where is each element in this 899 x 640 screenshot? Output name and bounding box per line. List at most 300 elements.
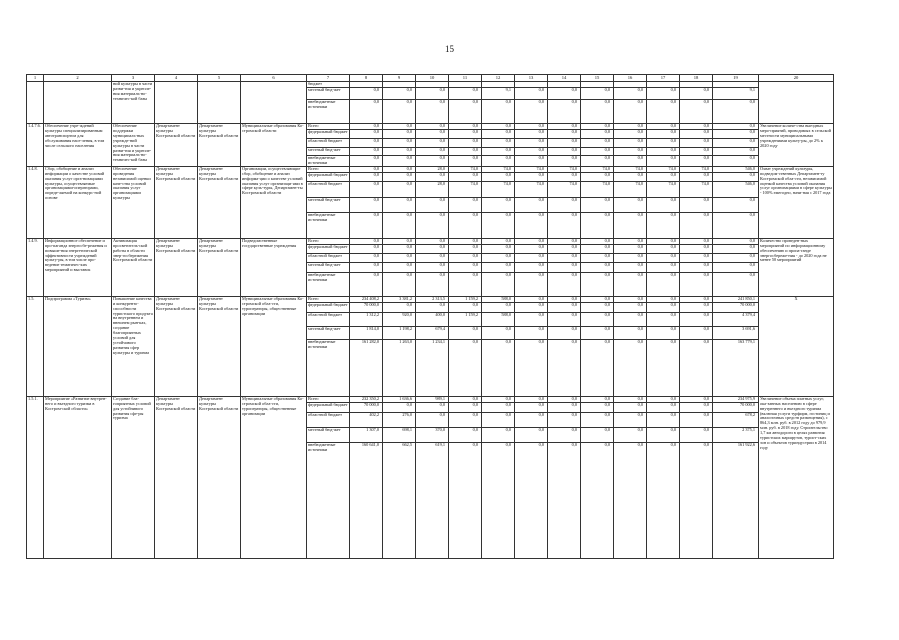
amount-cell: 0,0 [383,148,416,156]
funding-source-cell: областной бюджет [307,139,350,148]
amount-cell: 0,0 [680,139,713,148]
amount-cell: 0,0 [647,100,680,124]
amount-cell: 0,0 [482,396,515,402]
administrator-cell: Департамент культуры Костромской области [198,124,241,167]
amount-cell: 0,0 [581,212,614,238]
amount-cell: 0,0 [680,172,713,181]
amount-cell: 0,0 [350,130,383,139]
amount-cell: 2 375,1 [713,427,759,442]
measure-name-cell: Сбор, обобщение и анализ информации о качестве условий оказания услуг орга-низациями культуры, осуществляемые организациями-операторами, опреде-ляемой на конкурс-ной основе [44,166,112,238]
amount-cell: 0,0 [680,130,713,139]
amount-cell: 0,0 [515,302,548,312]
amount-cell: 0,0 [548,412,581,427]
amount-cell: 0,0 [383,100,416,124]
amount-cell: 0,0 [614,312,647,326]
amount-cell: 0,0 [647,156,680,167]
amount-cell: 0,0 [680,312,713,326]
amount-cell: 74,0 [647,166,680,172]
amount-cell: 0,0 [482,427,515,442]
amount-cell: 0,0 [647,88,680,100]
amount-cell: 0,0 [647,172,680,181]
amount-cell: 0,0 [548,339,581,396]
amount-cell: 0,0 [350,181,383,197]
amount-cell: 0,0 [548,238,581,244]
amount-cell: 0,0 [449,427,482,442]
executor-cell: Муниципальные образования Ко-стромской области [241,124,307,167]
amount-cell: 0,0 [680,100,713,124]
amount-cell: 74,0 [449,181,482,197]
amount-cell: 0,0 [383,253,416,262]
amount-cell: 0,0 [581,253,614,262]
amount-cell: 1 234,1 [416,339,449,396]
amount-cell: 0,0 [515,156,548,167]
amount-cell: 0,0 [614,339,647,396]
amount-cell: 0,0 [713,148,759,156]
amount-cell: 0,0 [515,427,548,442]
amount-cell: 0,0 [548,139,581,148]
page-number: 15 [445,44,454,54]
amount-cell: 70 000,0 [713,402,759,412]
expected-result-cell: Увеличение количе-ства выездных меро-приятий, проводимых в сельской местности муниципальными учреждениями культу-ры, до 2% к 2020 году [759,124,834,167]
amount-cell: 234 975,9 [713,396,759,402]
amount-cell: 0,0 [482,212,515,238]
amount-cell: 0,0 [515,402,548,412]
amount-cell: 0,0 [680,296,713,302]
amount-cell: 0,0 [482,148,515,156]
expected-result-cell: Х [759,296,834,396]
amount-cell: 0,0 [350,166,383,172]
amount-cell: 0,0 [350,156,383,167]
amount-cell: 0,0 [713,197,759,212]
amount-cell: 0,0 [416,197,449,212]
amount-cell: 0,0 [515,296,548,302]
amount-cell: 1 307,0 [350,427,383,442]
amount-cell: 588,0 [482,312,515,326]
goal-cell: Обеспечение проведения независимой оценки каче-ства условий оказания услуг организациями культуры [112,166,155,238]
amount-cell: 0,0 [614,396,647,402]
amount-cell: 0,0 [614,139,647,148]
funding-source-cell: федеральный бюджет [307,172,350,181]
item-number-cell: 1.5. [27,296,44,396]
amount-cell: 920,0 [383,312,416,326]
amount-cell: 28,0 [416,166,449,172]
amount-cell: 0,0 [614,262,647,272]
amount-cell: 0,0 [680,402,713,412]
amount-cell: 0,0 [680,339,713,396]
amount-cell: 0,0 [647,326,680,339]
amount-cell: 161 282,0 [350,339,383,396]
amount-cell: 0,0 [482,302,515,312]
amount-cell: 0,0 [515,124,548,130]
amount-cell: 234 408,2 [350,296,383,302]
amount-cell: 0,0 [416,244,449,253]
amount-cell: 0,0 [482,442,515,558]
funding-source-cell: местный бюд-жет [307,88,350,100]
amount-cell: 0,0 [581,148,614,156]
amount-cell: 0,0 [383,238,416,244]
amount-cell: 0,0 [581,172,614,181]
responsible-cell: Департамент культуры Костромской области [155,238,198,296]
amount-cell: 0,0 [416,100,449,124]
amount-cell: 9,1 [713,88,759,100]
amount-cell: 0,0 [548,156,581,167]
amount-cell: 0,0 [680,302,713,312]
amount-cell: 9,1 [482,88,515,100]
amount-cell: 0,0 [680,244,713,253]
amount-cell: 0,0 [449,326,482,339]
amount-cell: 0,0 [350,148,383,156]
item-number-cell: 1.4.9. [27,238,44,296]
amount-cell: 74,0 [482,181,515,197]
amount-cell: 0,0 [548,262,581,272]
amount-cell: 74,0 [548,166,581,172]
amount-cell: 0,0 [383,244,416,253]
amount-cell: 0,0 [647,442,680,558]
amount-cell: 74,0 [680,166,713,172]
amount-cell: 0,0 [548,442,581,558]
amount-cell: 0,0 [416,88,449,100]
amount-cell: 0,0 [383,302,416,312]
amount-cell: 0,0 [449,339,482,396]
funding-source-cell: федеральный бюджет [307,130,350,139]
amount-cell: 0,0 [548,130,581,139]
amount-cell: 0,0 [416,238,449,244]
amount-cell: 0,0 [581,197,614,212]
column-number-10: 10 [416,75,449,82]
amount-cell: 0,0 [515,339,548,396]
amount-cell: 0,0 [383,130,416,139]
amount-cell: 0,0 [647,148,680,156]
amount-cell: 0,0 [515,396,548,402]
amount-cell: 0,0 [482,244,515,253]
column-number-19: 19 [713,75,759,82]
measure-name-cell: Мероприятие «Развитие внутрен-него и въездного туризма в Костром-ской области» [44,396,112,558]
funding-source-cell: местный бюд-жет [307,197,350,212]
amount-cell: 0,0 [713,139,759,148]
amount-cell: 74,0 [482,166,515,172]
amount-cell: 0,0 [482,402,515,412]
measure-name-cell: Подпрограмма «Туризм» [44,296,112,396]
amount-cell: 0,0 [647,130,680,139]
amount-cell: 0,0 [647,238,680,244]
amount-cell: 0,0 [680,427,713,442]
amount-cell: 0,0 [614,427,647,442]
amount-cell: 0,0 [647,339,680,396]
funding-source-cell: федеральный бюджет [307,402,350,412]
amount-cell: 0,0 [515,326,548,339]
amount-cell: 0,0 [350,244,383,253]
amount-cell: 0,0 [482,124,515,130]
amount-cell: 0,0 [614,412,647,427]
amount-cell: 0,0 [482,238,515,244]
goal-cell: Создание бла-гоприятных условий для устойчивого развития сфе-ры туризма [112,396,155,558]
amount-cell: 74,0 [515,181,548,197]
responsible-cell [155,82,198,124]
amount-cell: 74,0 [449,166,482,172]
amount-cell: 0,0 [548,212,581,238]
amount-cell: 0,0 [350,197,383,212]
amount-cell: 0,0 [713,156,759,167]
funding-source-cell: местный бюд-жет [307,148,350,156]
amount-cell: 0,0 [515,100,548,124]
amount-cell: 74,0 [680,181,713,197]
amount-cell: 0,0 [614,302,647,312]
goal-cell: Повышение качества и конкуренто-способности туристского продукта на внутреннем и внешнем рын-ках, создание благоприятных условий для устойчивого развития сфер культуры и туризма [112,296,155,396]
amount-cell: 0,0 [680,262,713,272]
column-number-16: 16 [614,75,647,82]
amount-cell: 0,0 [713,212,759,238]
amount-cell: 3 691,6 [713,326,759,339]
amount-cell: 0,0 [449,130,482,139]
amount-cell: 0,0 [647,244,680,253]
amount-cell: 0,0 [383,197,416,212]
funding-source-cell: областной бюджет [307,312,350,326]
amount-cell: 0,0 [416,412,449,427]
item-number-cell: 1.4.7.6. [27,124,44,167]
amount-cell: 0,0 [515,442,548,558]
amount-cell: 0,0 [449,139,482,148]
column-number-12: 12 [482,75,515,82]
amount-cell: 0,0 [449,212,482,238]
amount-cell: 0,0 [680,412,713,427]
administrator-cell [198,82,241,124]
amount-cell: 0,0 [713,172,759,181]
amount-cell: 0,0 [647,412,680,427]
amount-cell: 0,0 [416,148,449,156]
amount-cell: 0,0 [383,262,416,272]
amount-cell: 0,0 [350,172,383,181]
amount-cell: 0,0 [449,262,482,272]
amount-cell: 0,0 [416,302,449,312]
measure-name-cell: Обеспечение учре-ждений культуры специализированным автотранспортом для обслуживания насе-ления, в том числе сельского населения [44,124,112,167]
amount-cell: 0,0 [482,130,515,139]
amount-cell: 0,0 [614,88,647,100]
responsible-cell: Департамент культуры Костромской области [155,166,198,238]
amount-cell: 0,0 [515,312,548,326]
amount-cell: 0,0 [713,130,759,139]
amount-cell: 698,1 [383,427,416,442]
column-number-15: 15 [581,75,614,82]
column-number-7: 7 [307,75,350,82]
executor-cell: Организации, осуществляющие сбор, обобщение и анализ информа-ции о качестве условий оказания услуг организаци-ями в сфере куль-туры, Департамен-ты Костромской области [241,166,307,238]
amount-cell: 0,0 [482,172,515,181]
amount-cell: 0,0 [383,181,416,197]
amount-cell: 0,0 [449,253,482,262]
amount-cell: 0,0 [680,272,713,296]
amount-cell: 0,0 [614,124,647,130]
amount-cell: 0,0 [680,88,713,100]
funding-source-cell: областной бюджет [307,253,350,262]
amount-cell: 0,0 [614,238,647,244]
column-number-row [27,75,834,82]
amount-cell: 0,0 [449,402,482,412]
funding-source-cell: областной бюджет [307,181,350,197]
amount-cell: 0,0 [581,427,614,442]
amount-cell: 0,0 [350,212,383,238]
amount-cell: 74,0 [548,181,581,197]
funding-source-cell: внебюджетные источники [307,212,350,238]
amount-cell: 0,0 [680,326,713,339]
amount-cell: 0,0 [581,156,614,167]
amount-cell: 0,0 [383,166,416,172]
item-number-cell: 1.5.1. [27,396,44,558]
amount-cell: 0,0 [614,212,647,238]
measure-name-cell [44,82,112,124]
amount-cell: 0,0 [482,412,515,427]
amount-cell: 161 922,6 [713,442,759,558]
amount-cell: 1 263,0 [383,339,416,396]
amount-cell: 0,0 [515,272,548,296]
amount-cell: 0,0 [449,442,482,558]
amount-cell: 0,0 [515,244,548,253]
amount-cell: 0,0 [647,312,680,326]
amount-cell: 588,0 [482,296,515,302]
amount-cell: 0,0 [482,272,515,296]
amount-cell: 0,0 [482,197,515,212]
amount-cell: 0,0 [647,427,680,442]
amount-cell: 0,0 [647,302,680,312]
administrator-cell: Департамент культуры Костромской области [198,238,241,296]
amount-cell: 0,0 [416,262,449,272]
amount-cell: 0,0 [515,238,548,244]
amount-cell: 0,0 [548,244,581,253]
amount-cell: 0,0 [548,197,581,212]
executor-cell [241,82,307,124]
column-number-9: 9 [383,75,416,82]
amount-cell: 0,0 [548,124,581,130]
amount-cell: 0,0 [647,253,680,262]
amount-cell: 402,2 [350,412,383,427]
amount-cell: 0,0 [713,253,759,262]
amount-cell: 74,0 [614,166,647,172]
goal-cell: ний культуры в части разви-тия и укрепле-ния материаль-но-техничес-кой базы [112,82,155,124]
amount-cell: 0,0 [515,197,548,212]
funding-source-cell: внебюджетные источники [307,156,350,167]
amount-cell: 0,0 [449,197,482,212]
amount-cell: 0,0 [482,156,515,167]
amount-cell: 0,0 [548,302,581,312]
amount-cell: 0,0 [449,100,482,124]
amount-cell: 0,0 [680,442,713,558]
column-number-18: 18 [680,75,713,82]
amount-cell: 0,0 [614,197,647,212]
amount-cell: 0,0 [581,302,614,312]
amount-cell: 0,0 [416,124,449,130]
amount-cell: 0,0 [614,272,647,296]
amount-cell: 0,0 [680,396,713,402]
amount-cell: 1 198,2 [383,326,416,339]
amount-cell: 0,0 [449,172,482,181]
amount-cell: 70 000,0 [350,402,383,412]
amount-cell: 0,0 [350,139,383,148]
column-number-3: 3 [112,75,155,82]
responsible-cell: Департамент культуры Костромской области [155,396,198,558]
responsible-cell: Департамент культуры Костромской области [155,296,198,396]
executor-cell: Муниципальные образования Ко-стромской обла-сти, туроператоры, общественные организации [241,396,307,558]
amount-cell: 619,1 [416,442,449,558]
amount-cell: 3 381,2 [383,296,416,302]
amount-cell: 0,0 [449,302,482,312]
amount-cell: 0,0 [350,253,383,262]
amount-cell: 0,0 [581,442,614,558]
item-number-cell [27,82,44,124]
funding-source-cell: Всего [307,124,350,130]
funding-source-cell: федеральный бюджет [307,302,350,312]
amount-cell: 4 379,4 [713,312,759,326]
amount-cell: 0,0 [614,156,647,167]
amount-cell: 241 850,1 [713,296,759,302]
amount-cell: 546,0 [713,181,759,197]
column-number-13: 13 [515,75,548,82]
amount-cell: 0,0 [548,272,581,296]
amount-cell: 0,0 [680,197,713,212]
amount-cell: 0,0 [713,272,759,296]
funding-source-cell: Всего [307,396,350,402]
amount-cell: 0,0 [581,412,614,427]
column-number-17: 17 [647,75,680,82]
amount-cell: 0,0 [614,100,647,124]
amount-cell: 0,0 [713,244,759,253]
amount-cell: 0,0 [680,238,713,244]
goal-cell: Обеспечение поддержки муниципаль-ных учрежде-ний культуры в части разви-тия и укрепле-ния материаль-но-техничес-кой базы [112,124,155,167]
column-number-4: 4 [155,75,198,82]
amount-cell: 0,0 [713,124,759,130]
amount-cell: 0,0 [614,130,647,139]
funding-source-cell: местный бюд-жет [307,326,350,339]
amount-cell: 1 159,2 [449,312,482,326]
amount-cell: 0,0 [350,100,383,124]
amount-cell: 0,0 [647,402,680,412]
amount-cell: 0,0 [581,124,614,130]
amount-cell: 0,0 [548,100,581,124]
amount-cell: 0,0 [548,312,581,326]
amount-cell: 0,0 [449,156,482,167]
column-number-14: 14 [548,75,581,82]
amount-cell: 0,0 [614,326,647,339]
amount-cell: 74,0 [647,181,680,197]
amount-cell: 0,0 [383,402,416,412]
amount-cell: 0,0 [449,238,482,244]
amount-cell: 0,0 [449,272,482,296]
amount-cell: 0,0 [548,148,581,156]
funding-source-cell: областной бюджет [307,412,350,427]
funding-source-cell: внебюджетные источники [307,442,350,558]
amount-cell: 0,0 [548,402,581,412]
amount-cell: 0,0 [581,296,614,302]
amount-cell: 0,0 [515,253,548,262]
amount-cell: 0,0 [350,262,383,272]
amount-cell: 0,0 [647,296,680,302]
amount-cell: 1 312,2 [350,312,383,326]
funding-source-cell: внебюджетные источники [307,100,350,124]
funding-source-cell: внебюджетные источники [307,272,350,296]
amount-cell: 0,0 [713,262,759,272]
amount-cell: 0,0 [482,339,515,396]
amount-cell: 0,0 [482,326,515,339]
amount-cell: 989,1 [416,396,449,402]
funding-source-cell: бюджет [307,82,350,88]
amount-cell: 0,0 [383,172,416,181]
column-number-2: 2 [44,75,112,82]
amount-cell: 74,0 [515,166,548,172]
amount-cell: 0,0 [581,402,614,412]
amount-cell: 0,0 [416,212,449,238]
measure-name-cell: Информационное обеспечение и про-паганда энергосбе-режения и повыше-ния энергетической эффективности учреждений культу-ры, в том числе про-ведение тематичес-ких мероприятий и выставок [44,238,112,296]
amount-cell: 679,4 [416,326,449,339]
amount-cell: 0,0 [482,253,515,262]
amount-cell: 0,0 [350,272,383,296]
responsible-cell: Департамент культуры Костромской области [155,124,198,167]
